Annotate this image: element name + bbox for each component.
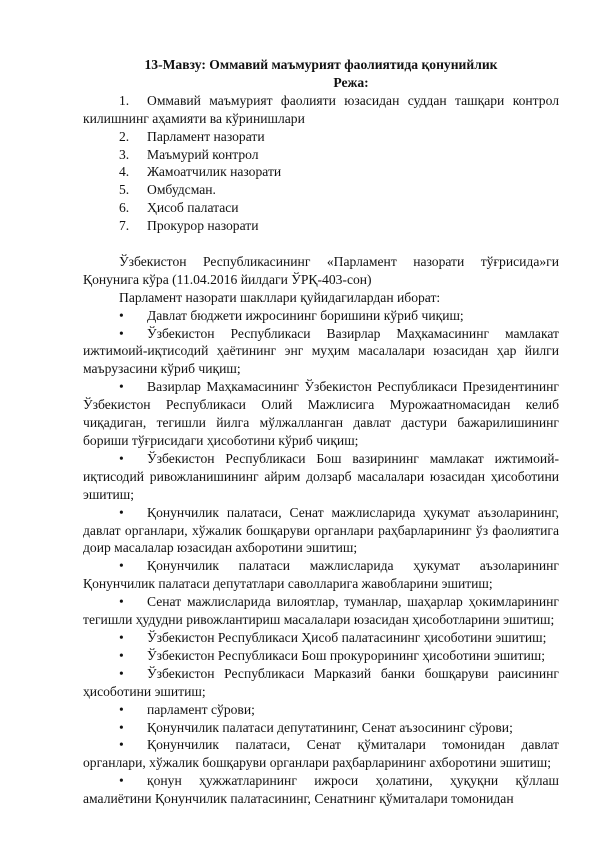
- plan-item-text: Парламент назорати: [147, 128, 265, 144]
- bullet-text: Ўзбекистон Республикаси Ҳисоб палатасининг ҳисоботини эшитиш;: [147, 629, 547, 645]
- bullet-icon: •: [119, 701, 124, 717]
- bullet-icon: •: [119, 737, 124, 753]
- plan-item-number: 7.: [119, 218, 130, 234]
- intro-paragraph: Ўзбекистон Республикасининг «Парламент назорати тўғрисида»ги Қонунига кўра (11.04.2016 йилдаги ЎРҚ-403-сон): [83, 253, 559, 287]
- bullet-text: Қонунчилик палатаси, Сенат қўмиталари томонидан давлат органлари, хўжалик бошқаруви органлари раҳбарларининг ахборотини эшитиш;: [83, 737, 559, 771]
- bullet-icon: •: [119, 594, 124, 610]
- bullet-item: [83, 647, 559, 665]
- bullet-text: Ўзбекистон Республикаси Бош вазирининг мамлакат ижтимоий-иқтисодий ривожланишининг айрим долзарб масалалари юзасидан ҳисоботини эшитиш;: [83, 450, 559, 502]
- bullet-icon: •: [119, 647, 124, 663]
- bullet-text: парламент сўрови;: [147, 701, 255, 717]
- plan-item-number: 4.: [119, 164, 130, 180]
- plan-item: [83, 163, 559, 181]
- bullet-item: [83, 325, 559, 379]
- plan-item-text: Омбудсман.: [147, 182, 216, 198]
- bullet-item: [83, 307, 559, 325]
- bullet-icon: •: [119, 450, 124, 466]
- plan-item-text: Ҳисоб палатаси: [147, 200, 239, 216]
- bullet-icon: •: [119, 665, 124, 681]
- bullet-icon: •: [119, 629, 124, 645]
- bullet-item: [83, 701, 559, 719]
- bullet-list: [83, 307, 559, 808]
- plan-list: [83, 92, 559, 235]
- bullet-item: [83, 629, 559, 647]
- bullet-icon: •: [119, 773, 124, 789]
- plan-item-number: 5.: [119, 182, 130, 198]
- plan-item-text: Оммавий маъмурият фаолияти юзасидан суддан ташқари контрол килишнинг аҳамияти ва кўринишлари: [83, 92, 559, 126]
- plan-item-text: Жамоатчилик назорати: [147, 164, 282, 180]
- bullet-text: Қонунчилик палатаси, Сенат мажлисларида ҳукумат аъзоларининг, давлат органлари, хўжалик бошқаруви органлари раҳбарларининг ўз фаолиятига доир масалалар юзасидан ахборотини эшитиш;: [83, 504, 559, 556]
- document-page: [83, 56, 559, 808]
- bullet-icon: •: [119, 307, 124, 323]
- plan-item-text: Прокурор назорати: [147, 218, 259, 234]
- plan-item-number: 1.: [119, 92, 130, 108]
- bullet-item: [83, 557, 559, 593]
- plan-item-text: Маъмурий контрол: [147, 146, 259, 162]
- plan-item-number: 3.: [119, 146, 130, 162]
- plan-item: [83, 146, 559, 164]
- plan-item: [83, 217, 559, 235]
- plan-item: [83, 128, 559, 146]
- bullet-item: [83, 450, 559, 504]
- bullet-text: Қонунчилик палатаси депутатининг, Сенат аъзосининг сўрови;: [147, 719, 513, 735]
- bullet-icon: •: [119, 719, 124, 735]
- plan-item: [83, 199, 559, 217]
- plan-heading: Режа:: [333, 74, 369, 90]
- plan-item: [83, 92, 559, 128]
- bullet-item: [83, 736, 559, 772]
- plan-item: [83, 181, 559, 199]
- blank-line: [83, 235, 559, 253]
- document-title: 13-Мавзу: Оммавий маъмурият фаолиятида қонунийлик: [144, 57, 498, 72]
- bullet-text: қонун ҳужжатларининг ижроси ҳолатини, ҳуқуқни қўллаш амалиётини Қонунчилик палатасининг, Сенатнинг қўмиталари томонидан: [83, 773, 559, 807]
- bullet-item: [83, 772, 559, 808]
- bullet-text: Сенат мажлисларида вилоятлар, туманлар, шаҳарлар ҳокимларининг тегишли ҳудудни ривожлантириш масалалари юзасидан ҳисоботларини эшитиш;: [83, 594, 559, 628]
- bullet-text: Ўзбекистон Республикаси Вазирлар Маҳкамасининг мамлакат ижтимоий-иқтисодий ҳаётининг энг муҳим масалалари юзасидан ҳар йилги маърузасини кўриб чиқиш;: [83, 325, 559, 377]
- bullet-item: [83, 665, 559, 701]
- bullet-item: [83, 593, 559, 629]
- bullet-icon: •: [119, 558, 124, 574]
- bullet-item: [83, 719, 559, 737]
- bullet-item: [83, 378, 559, 450]
- bullet-item: [83, 504, 559, 558]
- bullet-icon: •: [119, 379, 124, 395]
- bullet-icon: •: [119, 325, 124, 341]
- plan-item-number: 2.: [119, 128, 130, 144]
- forms-intro: Парламент назорати шакллари қуйидагилардан иборат:: [119, 289, 441, 305]
- bullet-text: Ўзбекистон Республикаси Марказий банки бошқаруви раисининг ҳисоботини эшитиш;: [83, 665, 559, 699]
- bullet-text: Қонунчилик палатаси мажлисларида ҳукумат аъзоларининг Қонунчилик палатаси депутатлари саволларига жавобларини эшитиш;: [83, 558, 559, 592]
- bullet-text: Вазирлар Маҳкамасининг Ўзбекистон Республикаси Президентининг Ўзбекистон Республикаси Олий Мажлисига Мурожаатномасидан келиб чиқадиган, тегишли йилга мўлжалланган давлат дастури бажарилишининг бориши тўғрисидаги ҳисоботини кўриб чиқиш;: [83, 379, 559, 449]
- plan-item-number: 6.: [119, 200, 130, 216]
- bullet-text: Давлат бюджети ижросининг боришини кўриб чиқиш;: [147, 307, 464, 323]
- bullet-icon: •: [119, 504, 124, 520]
- bullet-text: Ўзбекистон Республикаси Бош прокурорининг ҳисоботини эшитиш;: [147, 647, 546, 663]
